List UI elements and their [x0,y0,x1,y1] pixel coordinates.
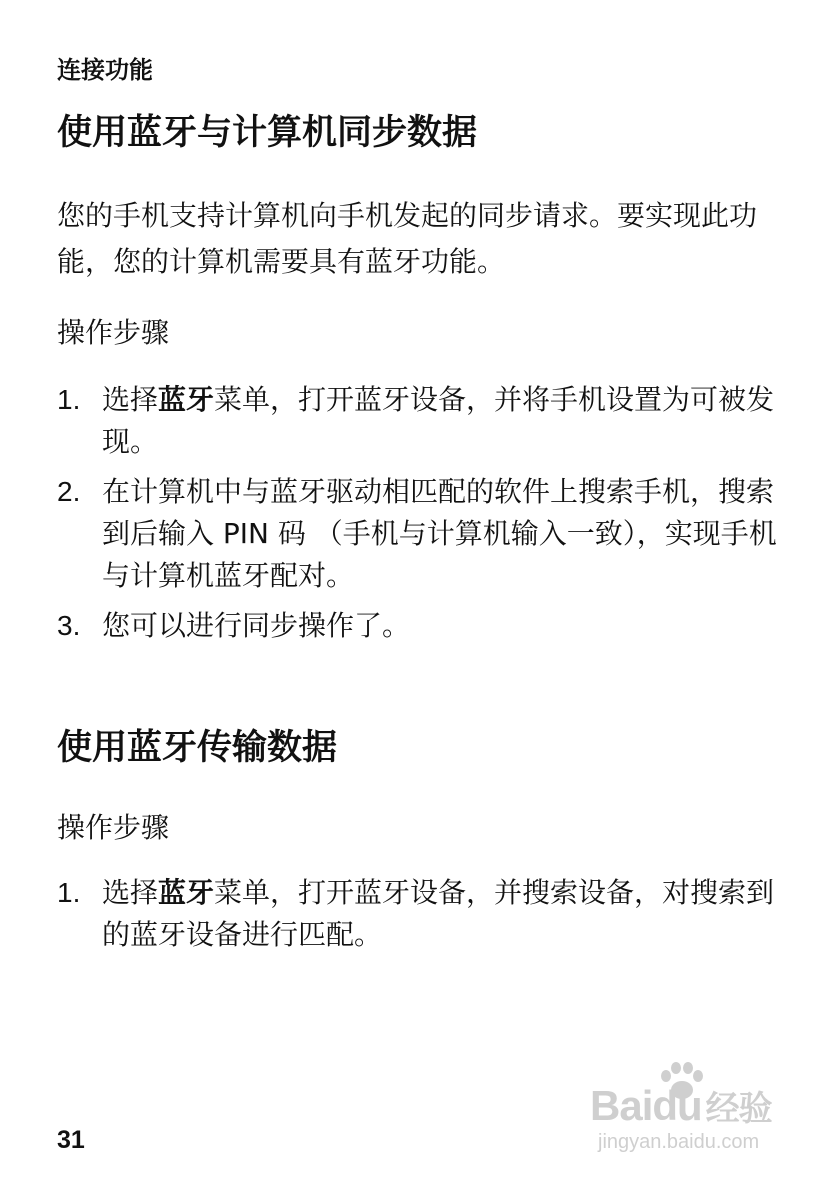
sync-steps-list [57,379,777,655]
page-number: 31 [57,1126,85,1154]
step-number: 2. [57,476,81,507]
sync-steps-label: 操作步骤 [57,316,170,349]
watermark-logo [590,1084,772,1131]
step-text-bold: 蓝牙 [158,383,215,416]
transfer-steps-label: 操作步骤 [57,811,170,844]
baidu-watermark [590,1062,790,1162]
step-text-after: 菜单，打开蓝牙设备，并将手机设置为可被发现。 [102,383,775,458]
sync-intro-paragraph: 您的手机支持计算机向手机发起的同步请求。要实现此功能，您的计算机需要具有蓝牙功能。 [57,199,758,278]
watermark-url: jingyan.baidu.com [598,1131,760,1153]
watermark-logo-suffix: 经验 [705,1089,772,1129]
step-number: 3. [57,610,81,641]
step-text-after: 菜单，打开蓝牙设备，并搜索设备，对搜索到的蓝牙设备进行匹配。 [102,876,775,951]
watermark-logo-text: Baidu [590,1082,702,1129]
step-number: 1. [57,877,81,908]
sync-heading: 使用蓝牙与计算机同步数据 [57,113,478,153]
step-text-before: 选择 [102,876,159,909]
transfer-heading: 使用蓝牙传输数据 [57,728,338,768]
list-item [57,471,777,597]
step-number: 1. [57,384,81,415]
transfer-steps-list [57,872,777,964]
list-item [57,605,777,647]
step-text: 您可以进行同步操作了。 [102,609,411,642]
section-label: 连接功能 [57,56,153,84]
step-text: 在计算机中与蓝牙驱动相匹配的软件上搜索手机，搜索到后输入 PIN 码 （手机与计算机输入一致），实现手机与计算机蓝牙配对。 [102,475,777,592]
step-text-before: 选择 [102,383,159,416]
list-item [57,379,777,463]
step-text-bold: 蓝牙 [158,876,215,909]
list-item [57,872,777,956]
